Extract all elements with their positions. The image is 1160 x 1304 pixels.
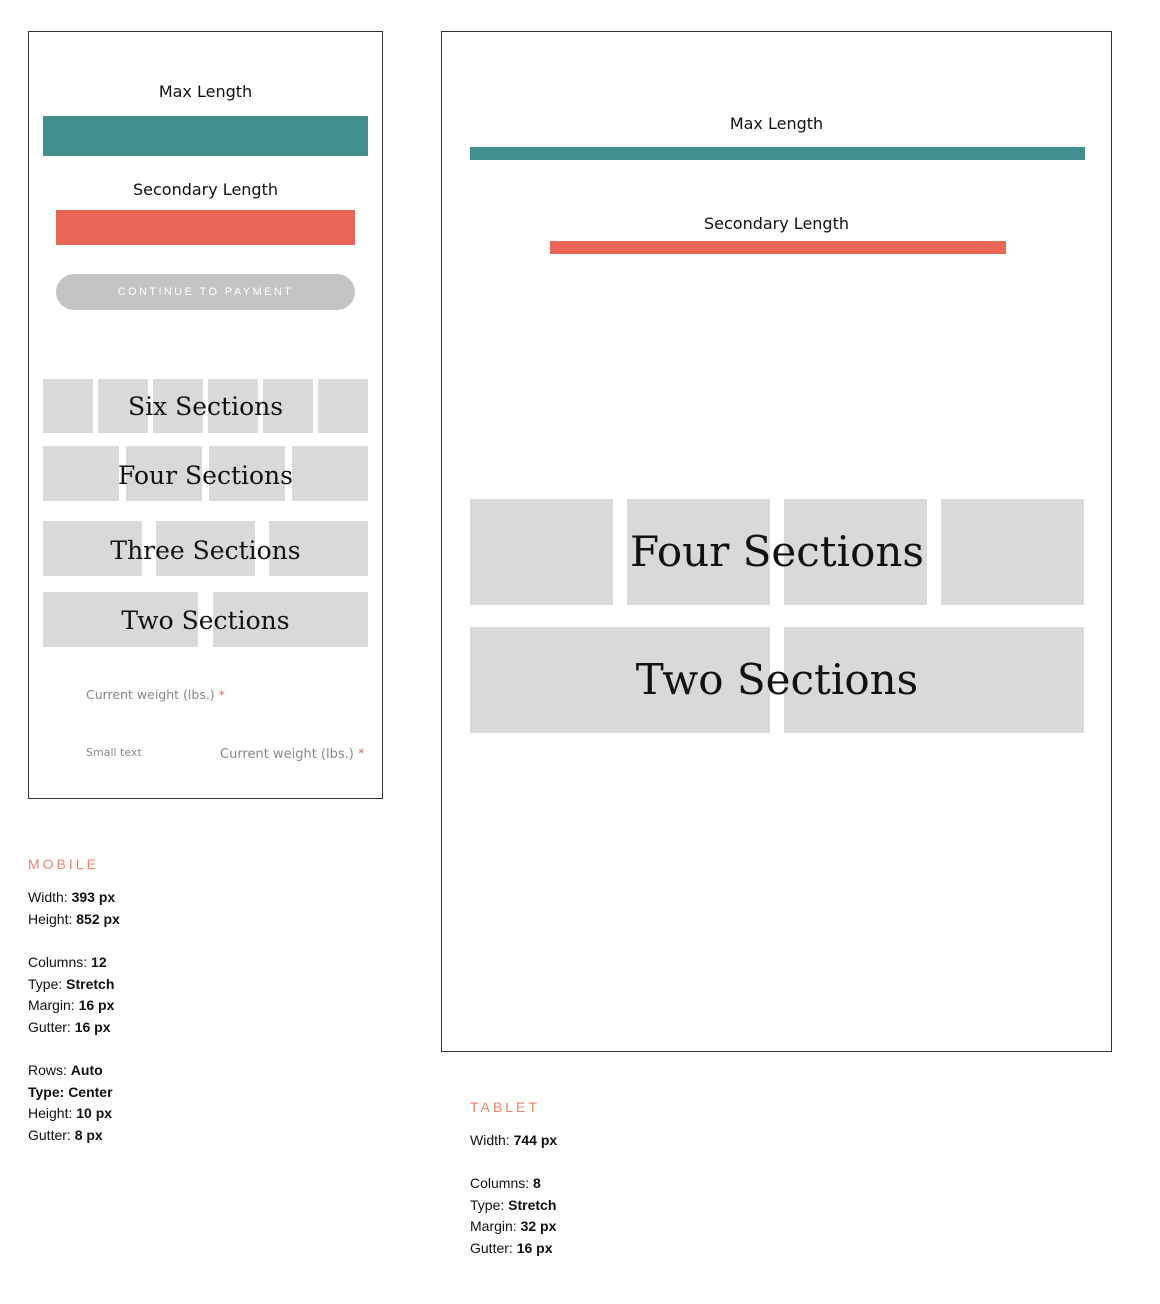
mobile-spec-heading: MOBILE [28,856,99,872]
max-length-bar [43,116,368,156]
mobile-spec-type [28,976,114,992]
required-asterisk: * [218,687,225,702]
spec-key: Columns: [28,954,88,970]
tablet-spec-heading: TABLET [470,1099,540,1115]
mobile-spec-gutter [28,1019,111,1035]
tablet-max-length-bar [470,147,1085,160]
tablet-spec-width [470,1132,557,1148]
tablet-two-sections-row [470,627,1084,733]
spec-key: Height: [28,911,73,927]
tablet-four-sections-row [470,499,1084,605]
mobile-spec-width [28,889,115,905]
tablet-spec-margin [470,1218,556,1234]
spec-value: Stretch [508,1197,557,1213]
six-sections-title: Six Sections [127,392,284,421]
spec-key: Type: [28,976,63,992]
secondary-length-bar [56,210,355,245]
required-asterisk-2: * [357,747,365,762]
tablet-max-length-label: Max Length [729,114,824,133]
two-sections-row [43,592,368,647]
mobile-spec-margin [28,997,114,1013]
spec-key: Width: [470,1132,510,1148]
tablet-two-sections-title: Two Sections [635,655,919,704]
four-sections-row [43,446,368,501]
current-weight-text-2: Current weight (lbs.) [220,747,354,762]
tablet-frame [441,31,1112,1052]
spec-key: Margin: [470,1218,517,1234]
tablet-four-sections-title: Four Sections [630,527,924,576]
three-sections-title: Three Sections [110,536,301,565]
spec-value: 32 px [520,1218,557,1234]
mobile-spec-row-gutter [28,1127,103,1143]
four-sections-title: Four Sections [118,461,293,490]
secondary-length-label: Secondary Length [132,180,278,199]
spec-value: Stretch [66,976,115,992]
continue-to-payment-button[interactable]: CONTINUE TO PAYMENT [56,274,355,310]
current-weight-label [86,687,225,702]
spec-value: 8 [533,1175,541,1191]
spec-value: 16 px [74,1019,111,1035]
spec-key: Width: [28,889,68,905]
current-weight-label-2 [220,747,364,762]
tablet-secondary-length-bar [550,241,1006,254]
spec-key: Rows: [28,1062,67,1078]
spec-key: Type: [470,1197,505,1213]
spec-key: Gutter: [28,1127,71,1143]
mobile-spec-columns [28,954,107,970]
tablet-spec-gutter [470,1240,553,1256]
max-length-label: Max Length [158,82,253,101]
spec-value: 16 px [78,997,115,1013]
spec-value: Auto [70,1062,103,1078]
mobile-spec-height [28,911,120,927]
spec-value: 744 px [513,1132,558,1148]
spec-value: 393 px [71,889,116,905]
tablet-spec-columns [470,1175,541,1191]
two-sections-title: Two Sections [121,606,290,635]
spec-value: 8 px [74,1127,103,1143]
mobile-spec-rows [28,1062,103,1078]
spec-value: Type: Center [28,1084,113,1100]
spec-key: Gutter: [28,1019,71,1035]
mobile-frame [28,31,383,799]
mobile-spec-row-type [28,1084,113,1100]
spec-value: 12 [91,954,107,970]
current-weight-text: Current weight (lbs.) [86,687,215,702]
spec-value: 852 px [76,911,120,927]
spec-value: 16 px [516,1240,553,1256]
spec-key: Columns: [470,1175,530,1191]
three-sections-row [43,521,368,576]
spec-key: Height: [28,1105,73,1121]
spec-key: Margin: [28,997,75,1013]
six-sections-row [43,379,368,433]
spec-key: Gutter: [470,1240,513,1256]
tablet-secondary-length-label: Secondary Length [703,214,849,233]
mobile-spec-row-height [28,1105,112,1121]
tablet-spec-type [470,1197,556,1213]
spec-value: 10 px [76,1105,113,1121]
small-text-label: Small text [86,746,142,759]
